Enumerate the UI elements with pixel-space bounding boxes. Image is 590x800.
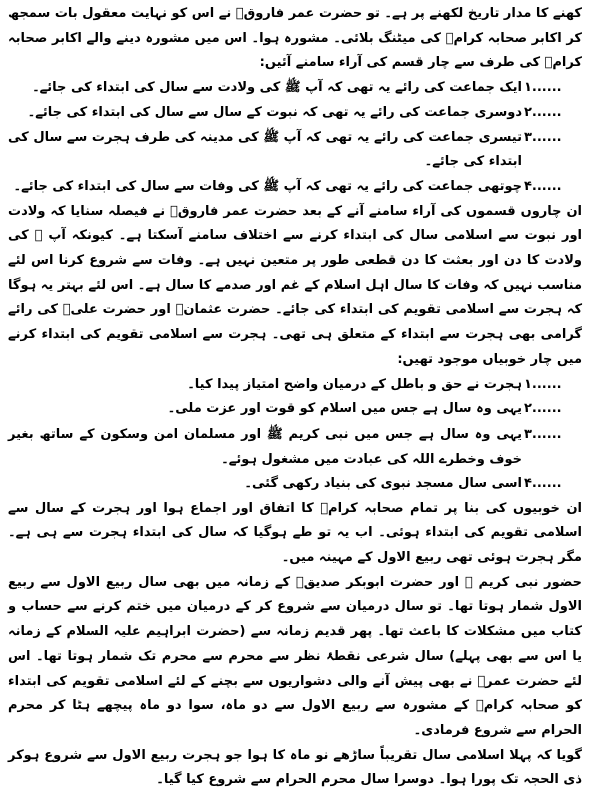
list-item [8, 373, 582, 398]
list-number: ۴...... [524, 178, 562, 194]
list-item [8, 472, 582, 497]
list-text: ایک جماعت کی رائے یہ تھی کہ آپ ﷺ کی ولادت سے سال کی ابتداء کی جائے۔ [32, 80, 522, 96]
list-text: دوسری جماعت کی رائے یہ تھی کہ نبوت کے سال سے سال کی ابتداء کی جائے۔ [27, 104, 522, 120]
list-item [8, 422, 582, 472]
list-item [8, 175, 582, 200]
list-text: یہی وہ سال ہے جس میں نبی کریم ﷺ اور مسلمان امن وسکون کے ساتھ بغیر خوف وخطرے اللہ کی عبادت میں مشغول ہوئے۔ [8, 426, 522, 467]
list-text: اسی سال مسجد نبوی کی بنیاد رکھی گئی۔ [244, 475, 522, 491]
list-item [8, 126, 582, 175]
opinions-list [8, 76, 582, 200]
qualities-list [8, 373, 582, 497]
list-number: ۳...... [524, 426, 562, 442]
list-number: ۲...... [524, 104, 562, 120]
list-text: ہجرت نے حق و باطل کے درمیان واضح امتیاز پیدا کیا۔ [187, 376, 522, 392]
consensus-paragraph: ان خوبیوں کی بنا پر تمام صحابہ کرامؓ کا اتفاق اور اجماع ہوا اور ہجرت کے سال سے اسلامی تقویم کی ابتداء ہوئی۔ اب یہ تو طے ہوگیا کہ سال کی ابتداء ہجرت سے ہی ہے۔ مگر ہجرت ہوئی تھی ربیع الاول کے مہینہ میں۔ [8, 500, 582, 566]
conclusion-paragraph: گویا کہ پہلا اسلامی سال تقریباً ساڑھے نو ماہ کا ہوا جو ہجرت ربیع الاول سے شروع ہوکر ذی الحجہ تک پورا ہوا۔ دوسرا سال محرم الحرام سے شروع کیا گیا۔ [8, 747, 582, 788]
calendar-paragraph: حضور نبی کریم ﷺ اور حضرت ابوبکر صدیقؓ کے زمانہ میں بھی سال ربیع الاول سے ربیع الاول شمار ہوتا تھا۔ تو سال درمیان سے شروع کر کے درمیان میں ختم کرنے سے حساب و کتاب میں مشکلات کا باعث تھا۔ پھر قدیم زمانہ سے (حضرت ابراہیم علیہ السلام کے زمانہ یا اس سے بھی پہلے) سال شرعی نقطۂ نظر سے محرم سے محرم تک شمار ہوتا تھا۔ اس لئے حضرت عمرؓ نے بھی پیش آنے والی دشواریوں سے بچنے کے لئے اسلامی تقویم کی ابتداء کو صحابہ کرامؓ کے مشورہ سے ربیع الاول سے دو ماہ، سوا دو ماہ پیچھے ہٹا کر محرم الحرام سے شروع فرمادی۔ [8, 574, 582, 738]
list-item [8, 397, 582, 422]
intro-paragraph: کھنے کا مدار تاریخ لکھنے پر ہے۔ تو حضرت عمر فاروقؓ نے اس کو نہایت معقول بات سمجھ کر اکابر صحابہ کرامؓ کی میٹنگ بلائی۔ مشورہ ہوا۔ اس میں مشورہ دینے والے اکابر صحابہ کرامؓ کی طرف سے چار قسم کی آراء سامنے آئیں: [8, 6, 582, 71]
list-text: چوتھی جماعت کی رائے یہ تھی کہ آپ ﷺ کی وفات سے سال کی ابتداء کی جائے۔ [13, 178, 522, 194]
list-item [8, 76, 582, 101]
list-text: تیسری جماعت کی رائے یہ تھی کہ آپ ﷺ کی مدینہ کی طرف ہجرت سے سال کی ابتداء کی جائے۔ [8, 129, 522, 170]
list-number: ۱...... [524, 80, 562, 96]
list-number: ۴...... [524, 475, 562, 491]
list-text: یہی وہ سال ہے جس میں اسلام کو قوت اور عزت ملی۔ [167, 401, 522, 417]
list-number: ۲...... [524, 401, 562, 417]
list-number: ۱...... [524, 376, 562, 392]
decision-paragraph: ان چاروں قسموں کی آراء سامنے آنے کے بعد حضرت عمر فاروقؓ نے فیصلہ سنایا کہ ولادت اور نبوت سے اسلامی سال کی ابتداء کرنے سے اختلاف سامنے آسکتا ہے۔ کیونکہ آپ ﷺ کی ولادت کا دن اور بعثت کا دن قطعی طور پر متعین نہیں ہے۔ وفات سے شروع کرنا اس لئے مناسب نہیں کہ وفات کا سال اہل اسلام کے غم اور صدمے کا سال ہے۔ اس لئے بہتر یہ ہوگا کہ ہجرت سے اسلامی تقویم کی ابتداء کی جائے۔ حضرت عثمانؓ اور حضرت علیؓ کی رائے گرامی بھی ہجرت سے ابتداء کے متعلق ہی تھی۔ ہجرت سے اسلامی تقویم کی ابتداء کرنے میں چار خوبیاں موجود تھیں: [8, 203, 582, 367]
list-number: ۳...... [524, 129, 562, 145]
list-item [8, 101, 582, 126]
